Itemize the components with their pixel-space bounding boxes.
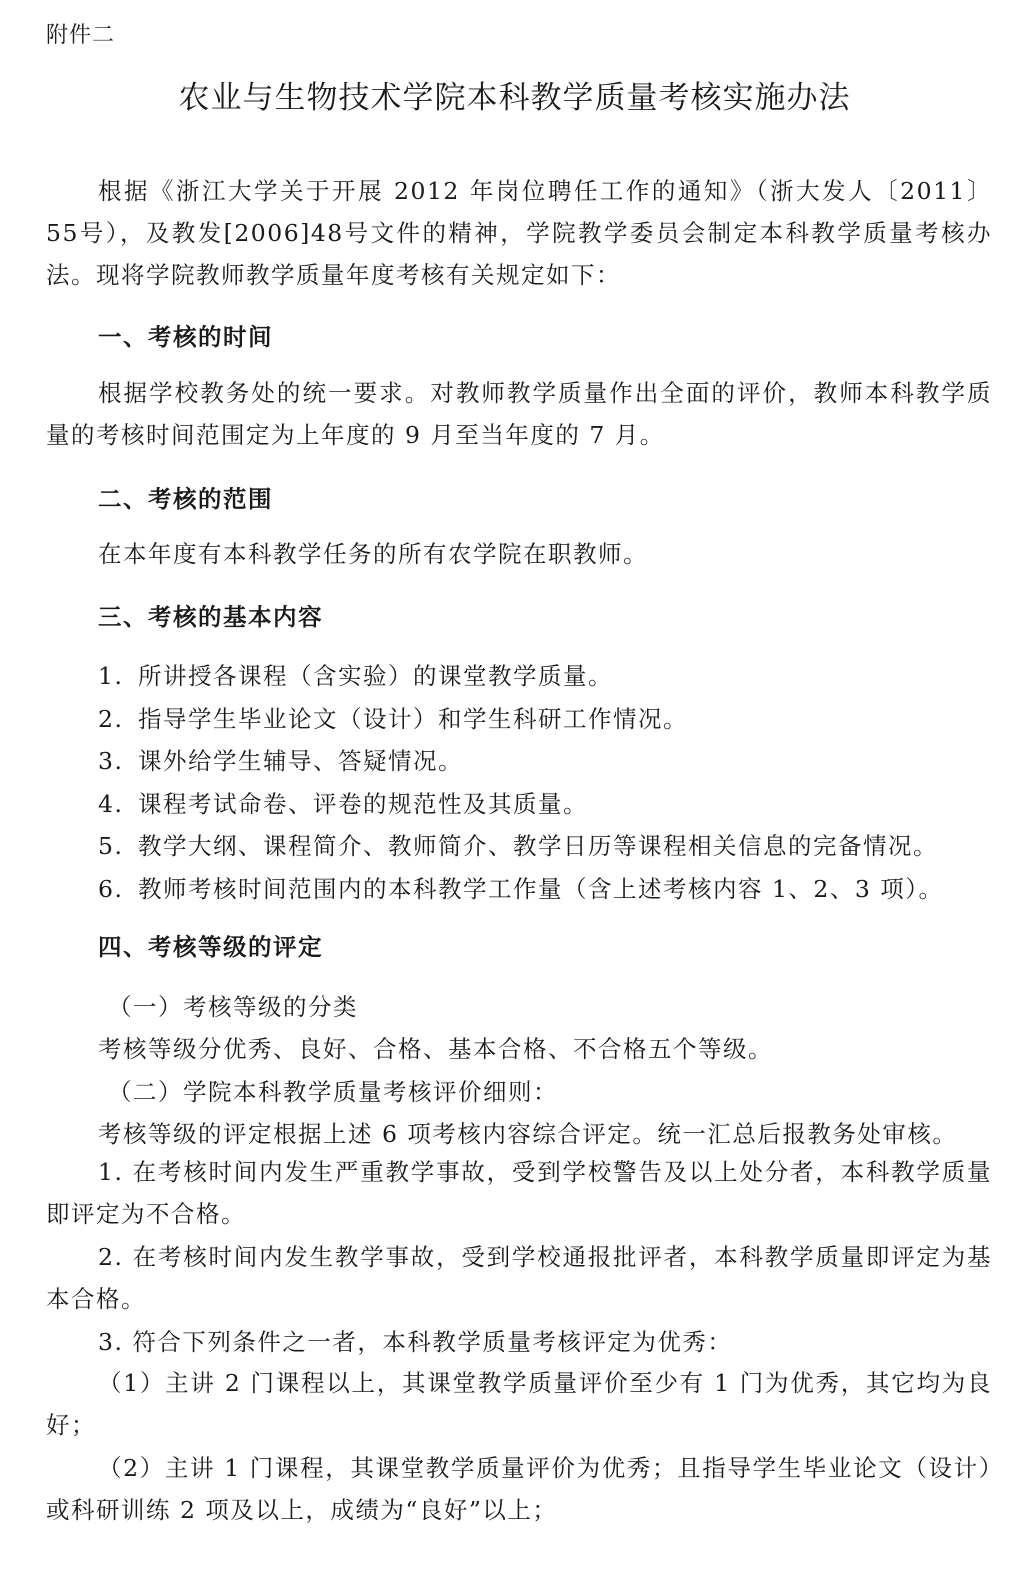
rule-3: 3. 符合下列条件之一者，本科教学质量考核评定为优秀： bbox=[98, 1328, 733, 1356]
rule-2: 2. 在考核时间内发生教学事故，受到学校通报批评者，本科教学质量即评定为基本合格。 bbox=[46, 1243, 992, 1313]
rules-intro-text: 考核等级的评定根据上述 6 项考核内容综合评定。统一汇总后报教务处审核。 bbox=[98, 1120, 958, 1148]
list-item-number: 5. bbox=[98, 832, 124, 860]
condition-2: （2）主讲 1 门课程，其课堂教学质量评价为优秀；且指导学生毕业论文（设计）或科研训练 2 项及以上，成绩为“良好”以上； bbox=[46, 1454, 992, 1524]
list-item bbox=[98, 657, 613, 691]
condition-1: （1）主讲 2 门课程以上，其课堂教学质量评价至少有 1 门为优秀，其它均为良好； bbox=[46, 1369, 992, 1439]
rule-1: 1. 在考核时间内发生严重教学事故，受到学校警告及以上处分者，本科教学质量即评定为不合格。 bbox=[46, 1158, 992, 1228]
list-item-text: 指导学生毕业论文（设计）和学生科研工作情况。 bbox=[138, 705, 688, 733]
list-item-number: 4. bbox=[98, 790, 124, 818]
attachment-label: 附件二 bbox=[46, 23, 116, 48]
list-item-text: 教学大纲、课程简介、教师简介、教学日历等课程相关信息的完备情况。 bbox=[138, 832, 938, 860]
list-item-number: 3. bbox=[98, 747, 124, 775]
classification-text: 考核等级分优秀、良好、合格、基本合格、不合格五个等级。 bbox=[98, 1035, 773, 1063]
section-heading-content: 三、考核的基本内容 bbox=[98, 603, 323, 631]
list-item bbox=[98, 700, 688, 734]
section-text-time: 根据学校教务处的统一要求。对教师教学质量作出全面的评价，教师本科教学质量的考核时间范围定为上年度的 9 月至当年度的 7 月。 bbox=[46, 379, 992, 449]
intro-paragraph: 根据《浙江大学关于开展 2012 年岗位聘任工作的通知》（浙大发人〔2011〕55号），及教发[2006]48号文件的精神，学院教学委员会制定本科教学质量考核办法。现将学院教师教学质量年度考核有关规定如下： bbox=[46, 177, 992, 289]
section-heading-grading: 四、考核等级的评定 bbox=[98, 933, 323, 961]
list-item bbox=[98, 742, 463, 776]
document-title: 农业与生物技术学院本科教学质量考核实施办法 bbox=[178, 80, 851, 116]
list-item-text: 教师考核时间范围内的本科教学工作量（含上述考核内容 1、2、3 项）。 bbox=[138, 875, 944, 903]
list-item bbox=[98, 785, 588, 819]
list-item-number: 1. bbox=[98, 662, 124, 690]
list-item-text: 课外给学生辅导、答疑情况。 bbox=[138, 747, 463, 775]
list-item-number: 2. bbox=[98, 705, 124, 733]
subsection-title-classification: （一）考核等级的分类 bbox=[108, 993, 358, 1021]
list-item-text: 所讲授各课程（含实验）的课堂教学质量。 bbox=[138, 662, 613, 690]
list-item bbox=[98, 827, 938, 861]
section-heading-scope: 二、考核的范围 bbox=[98, 485, 273, 513]
section-text-scope: 在本年度有本科教学任务的所有农学院在职教师。 bbox=[98, 540, 648, 568]
list-item-number: 6. bbox=[98, 875, 124, 903]
section-heading-time: 一、考核的时间 bbox=[98, 323, 273, 351]
list-item bbox=[98, 870, 944, 904]
list-item-text: 课程考试命卷、评卷的规范性及其质量。 bbox=[138, 790, 588, 818]
subsection-title-rules: （二）学院本科教学质量考核评价细则： bbox=[108, 1078, 558, 1106]
